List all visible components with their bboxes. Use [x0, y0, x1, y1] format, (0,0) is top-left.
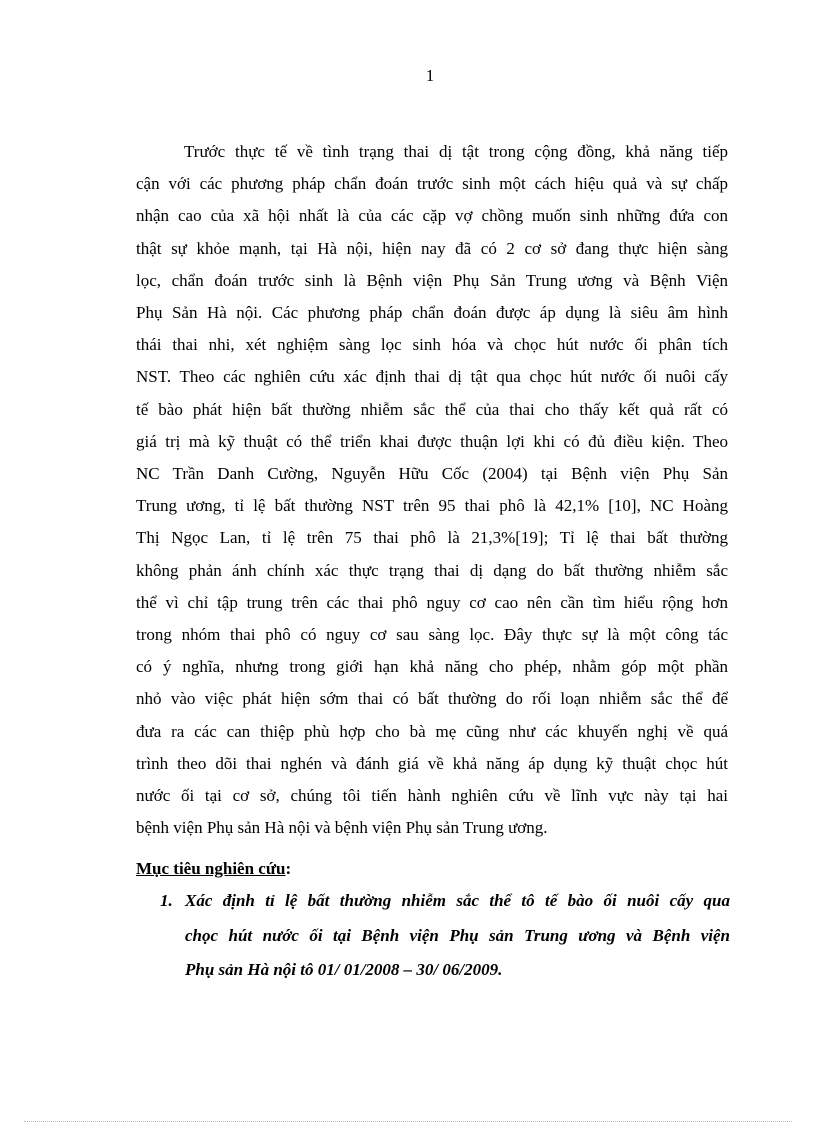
body-line: bệnh viện Phụ sản Hà nội và bệnh viện Phụ sản Trung ương. — [136, 818, 548, 838]
body-line: tế bào phát hiện bất thường nhiễm sắc thể của thai cho thấy kết quả rất có — [136, 399, 728, 419]
body-line: trình theo dõi thai nghén và đánh giá về khả năng áp dụng kỹ thuật chọc hút — [136, 753, 728, 773]
page-number: 1 — [425, 66, 435, 85]
body-line: lọc, chẩn đoán trước sinh là Bệnh viện Phụ Sản Trung ương và Bệnh Viện — [136, 270, 728, 290]
body-line: đưa ra các can thiệp phù hợp cho bà mẹ cũng như các khuyến nghị về quá — [136, 721, 728, 741]
body-line: không phản ánh chính xác thực trạng thai dị dạng do bất thường nhiễm sắc — [136, 560, 728, 580]
body-line: cận với các phương pháp chẩn đoán trước sinh một cách hiệu quả và sự chấp — [136, 174, 728, 194]
objectives-heading — [136, 853, 291, 885]
objective-number: 1. — [160, 891, 173, 910]
objectives-heading-colon: : — [285, 859, 292, 878]
body-line: có ý nghĩa, nhưng trong giới hạn khả năng cho phép, nhằm góp một phần — [136, 657, 728, 677]
body-line: Trung ương, tỉ lệ bất thường NST trên 95 thai phô là 42,1% [10], NC Hoàng — [136, 496, 728, 516]
objectives-heading-label: Mục tiêu nghiên cứu — [136, 859, 286, 878]
objective-item — [160, 884, 730, 988]
body-line: nhận cao của xã hội nhất là của các cặp vợ chồng muốn sinh những đứa con — [136, 206, 728, 226]
body-line: nhỏ vào việc phát hiện sớm thai có bất thường do rối loạn nhiễm sắc thể để — [136, 689, 728, 709]
body-line: NC Trần Danh Cường, Nguyễn Hữu Cốc (2004) tại Bệnh viện Phụ Sản — [136, 464, 728, 484]
body-line: thái thai nhi, xét nghiệm sàng lọc sinh hóa và chọc hút nước ối phân tích — [136, 335, 728, 355]
body-line: nước ối tại cơ sở, chúng tôi tiến hành nghiên cứu về lĩnh vực này tại hai — [136, 786, 728, 806]
body-line: thật sự khỏe mạnh, tại Hà nội, hiện nay đã có 2 cơ sở đang thực hiện sàng — [136, 238, 728, 258]
footer-rule — [24, 1121, 792, 1122]
objective-line: chọc hút nước ối tại Bệnh viện Phụ sản Trung ương và Bệnh viện — [185, 925, 730, 945]
body-line: thể vì chỉ tập trung trên các thai phô nguy cơ cao nên cần tìm hiểu rộng hơn — [136, 592, 728, 612]
body-line: trong nhóm thai phô có nguy cơ sau sàng lọc. Đây thực sự là một công tác — [136, 625, 728, 645]
body-line: giá trị mà kỹ thuật có thể triển khai được thuận lợi khi có đủ điều kiện. Theo — [136, 431, 728, 451]
body-line: NST. Theo các nghiên cứu xác định thai dị tật qua chọc hút nước ối nuôi cấy — [136, 367, 728, 387]
objective-line: Phụ sản Hà nội tô 01/ 01/2008 – 30/ 06/2009. — [185, 960, 503, 979]
body-line: Trước thực tế về tình trạng thai dị tật trong cộng đồng, khả năng tiếp — [184, 142, 728, 161]
body-line: Thị Ngọc Lan, tỉ lệ trên 75 thai phô là 21,3%[19]; Tỉ lệ thai bất thường — [136, 528, 728, 548]
objective-text — [185, 884, 730, 988]
objective-line: Xác định tỉ lệ bất thường nhiễm sắc thể tô tế bào ối nuôi cấy qua — [185, 891, 730, 910]
body-line: Phụ Sản Hà nội. Các phương pháp chẩn đoán được áp dụng là siêu âm hình — [136, 303, 728, 323]
body-paragraph — [136, 136, 728, 844]
